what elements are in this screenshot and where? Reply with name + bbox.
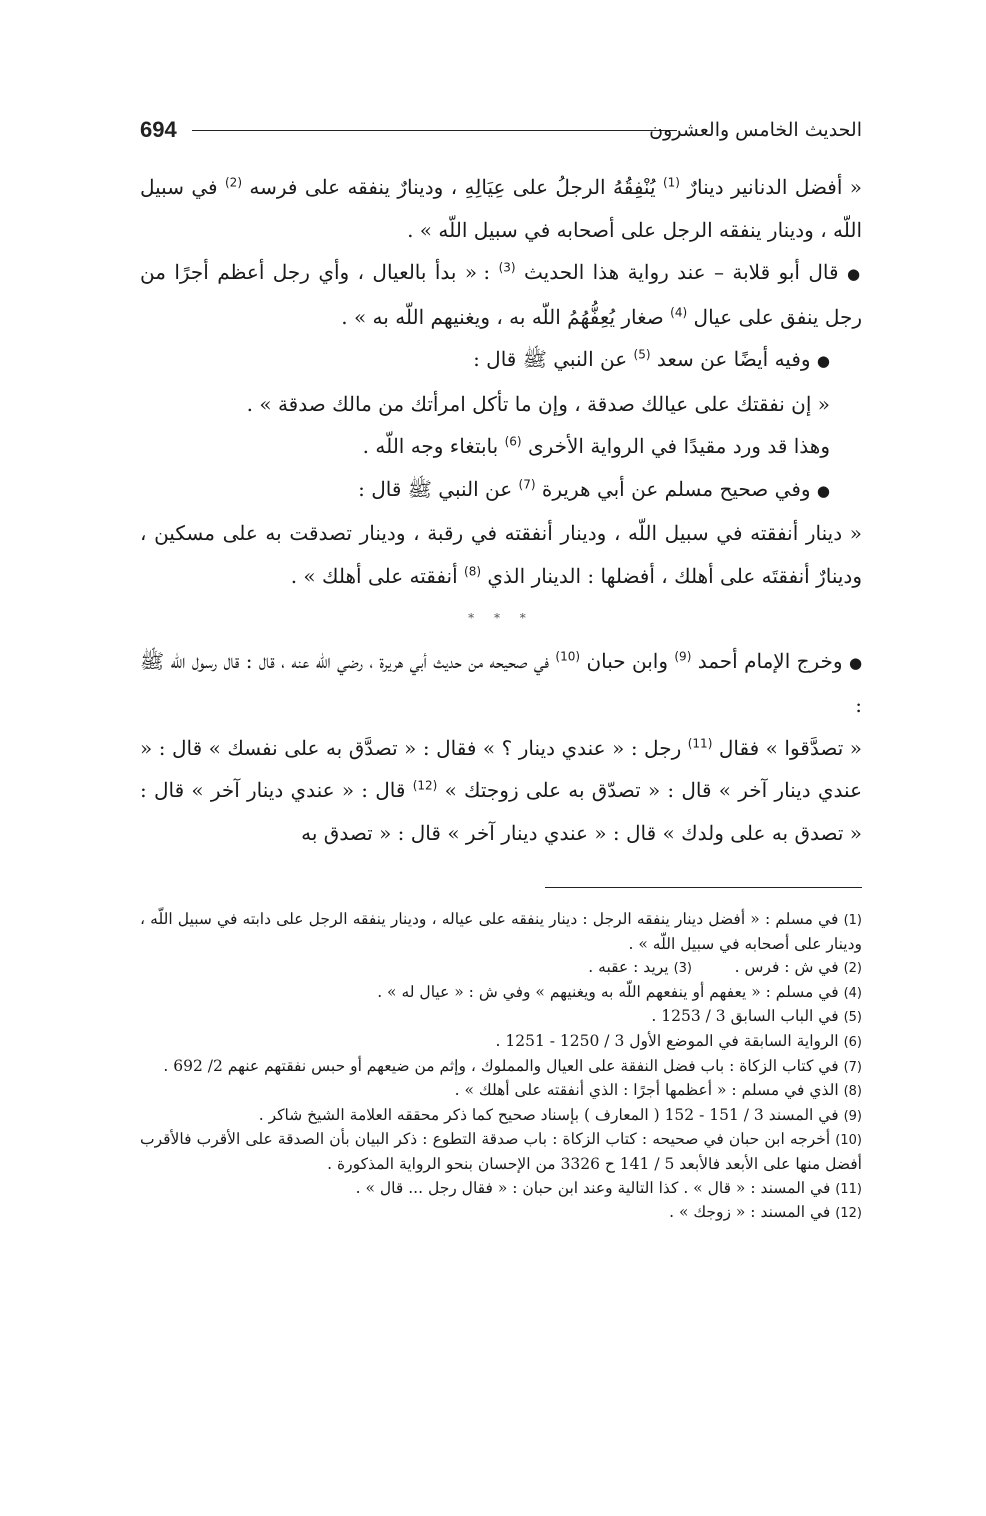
bullet-icon: ● bbox=[816, 481, 830, 500]
paragraph-7: « دينار أنفقته في سبيل اللّه ، ودينار أنفقته في رقبة ، ودينار تصدقت به على مسكين ، ودينارٌ أنفقتَه على أهلك ، أفضلها : الدينار الذي $^{(8)}$ أنفقته على أهلك » . bbox=[140, 521, 862, 588]
footnote-ref-6: (6) bbox=[504, 434, 522, 449]
footnote-ref-8: (8) bbox=[464, 563, 482, 578]
footnote-ref-2: (2) bbox=[224, 175, 242, 190]
section-separator: * * * bbox=[468, 611, 534, 625]
paragraph-2: ● قال أبو قلابة – عند رواية هذا الحديث $^{(3)}$ : « بدأ بالعيال ، وأي رجل أعظم أجرًا من رجل ينفق على عيال $^{(4)}$ صغار يُعِفُّهُمُ اللّه به ، ويغنيهم اللّه به » . bbox=[140, 260, 863, 329]
bullet-icon: ● bbox=[816, 352, 830, 370]
footnote-5: (5) في الباب السابق 3 / 1253 . bbox=[651, 1007, 862, 1026]
footnote-10: (10) أخرجه ابن حبان في صحيحه : كتاب الزكاة : باب صدقة التطوع : ذكر البيان بأن الصدقة على الأقرب فالأقرب أفضل منها على الأبعد فالأبعد 5 / 141 ح 3326 من الإحسان بنحو الرواية المذكورة . bbox=[140, 1130, 862, 1173]
footnote-3: (3) يريد : عقبه . bbox=[588, 958, 692, 977]
paragraph-8: ● وخرج الإمام أحمد $^{(9)}$ وابن حبان $^{(10)}$ في صحيحه من حديث أبي هريرة ، رضي اللّه عنه ، قال : قال رسول اللّه ﷺ : bbox=[140, 648, 863, 717]
paragraph-5: وهذا قد ورد مقيدًا في الرواية الأخرى $^{(6)}$ بابتغاء وجه اللّه . bbox=[362, 434, 830, 458]
header-rule bbox=[192, 130, 677, 131]
page-number: 694 bbox=[140, 117, 177, 142]
footnotes bbox=[140, 908, 862, 1226]
paragraph-3: ● وفيه أيضًا عن سعد $^{(5)}$ عن النبي ﷺ قال : bbox=[473, 347, 830, 371]
page-header bbox=[140, 116, 862, 146]
footnote-ref-7: (7) bbox=[518, 476, 536, 491]
footnote-1: (1) في مسلم : « أفضل دينار ينفقه الرجل : دينار ينفقه على عياله ، ودينار ينفقه الرجل على دابته في سبيل اللّه ، ودينار على أصحابه في سبيل اللّه » . bbox=[140, 910, 862, 953]
paragraph-6: ● وفي صحيح مسلم عن أبي هريرة $^{(7)}$ عن النبي ﷺ قال : bbox=[358, 476, 830, 501]
footnote-ref-1: (1) bbox=[662, 175, 680, 190]
footnote-4: (4) في مسلم : « يعفهم أو ينفعهم اللّه به ويغنيهم » وفي ش : « عيال له » . bbox=[377, 982, 862, 1001]
paragraph-1: « أفضل الدنانير دينارٌ $^{(1)}$ يُنْفِقُهُ الرجلُ على عِيَالِهِ ، ودينارٌ ينفقه على فرسه $^{(2)}$ في سبيل اللّه ، ودينار ينفقه الرجل على أصحابه في سبيل اللّه » . bbox=[140, 175, 863, 242]
footnote-ref-5: (5) bbox=[633, 347, 651, 362]
bullet-icon: ● bbox=[846, 265, 863, 283]
paragraph-9: « تصدَّقوا » فقال $^{(11)}$ رجل : « عندي دينار ؟ » فقال : « تصدَّق به على نفسك » قال : « عندي دينار آخر » قال : « تصدّق به على زوجتك » $^{(12)}$ قال : « عندي دينار آخر » قال : « تصدق به على ولدك » قال : « عندي دينار آخر » قال : « تصدق به bbox=[140, 735, 863, 845]
footnote-ref-10: (10) bbox=[555, 648, 581, 663]
footnote-ref-12: (12) bbox=[412, 778, 438, 793]
footnote-ref-4: (4) bbox=[670, 304, 688, 319]
bullet-icon: ● bbox=[848, 653, 863, 672]
footnote-2: (2) في ش : فرس . bbox=[734, 958, 862, 977]
footnote-11: (11) في المسند : « قال » . كذا التالية وعند ابن حبان : « فقال رجل ... قال » . bbox=[355, 1178, 862, 1197]
running-title: الحديث الخامس والعشرون bbox=[649, 119, 862, 141]
footnote-ref-11: (11) bbox=[687, 735, 713, 750]
footnote-separator bbox=[545, 887, 862, 888]
footnote-ref-9: (9) bbox=[674, 648, 692, 663]
footnote-8: (8) الذي في مسلم : « أعظمها أجرًا : الذي أنفقته على أهلك » . bbox=[454, 1081, 862, 1100]
paragraph-4: « إن نفقتك على عيالك صدقة ، وإن ما تأكل امرأتك من مالك صدقة » . bbox=[246, 391, 830, 416]
footnote-12: (12) في المسند : « زوجك » . bbox=[669, 1203, 862, 1222]
main-text bbox=[140, 166, 862, 854]
footnote-6: (6) الرواية السابقة في الموضع الأول 3 / 1250 - 1251 . bbox=[495, 1031, 862, 1050]
footnote-ref-3: (3) bbox=[498, 260, 516, 275]
footnote-9: (9) في المسند 3 / 151 - 152 ( المعارف ) بإسناد صحيح كما ذكر محققه العلامة الشيخ شاكر . bbox=[258, 1105, 862, 1124]
footnote-row-2-3 bbox=[140, 956, 862, 981]
footnote-7: (7) في كتاب الزكاة : باب فضل النفقة على العيال والمملوك ، وإثم من ضيعهم أو حبس نفقتهم عنهم 2/ 692 . bbox=[163, 1056, 862, 1075]
